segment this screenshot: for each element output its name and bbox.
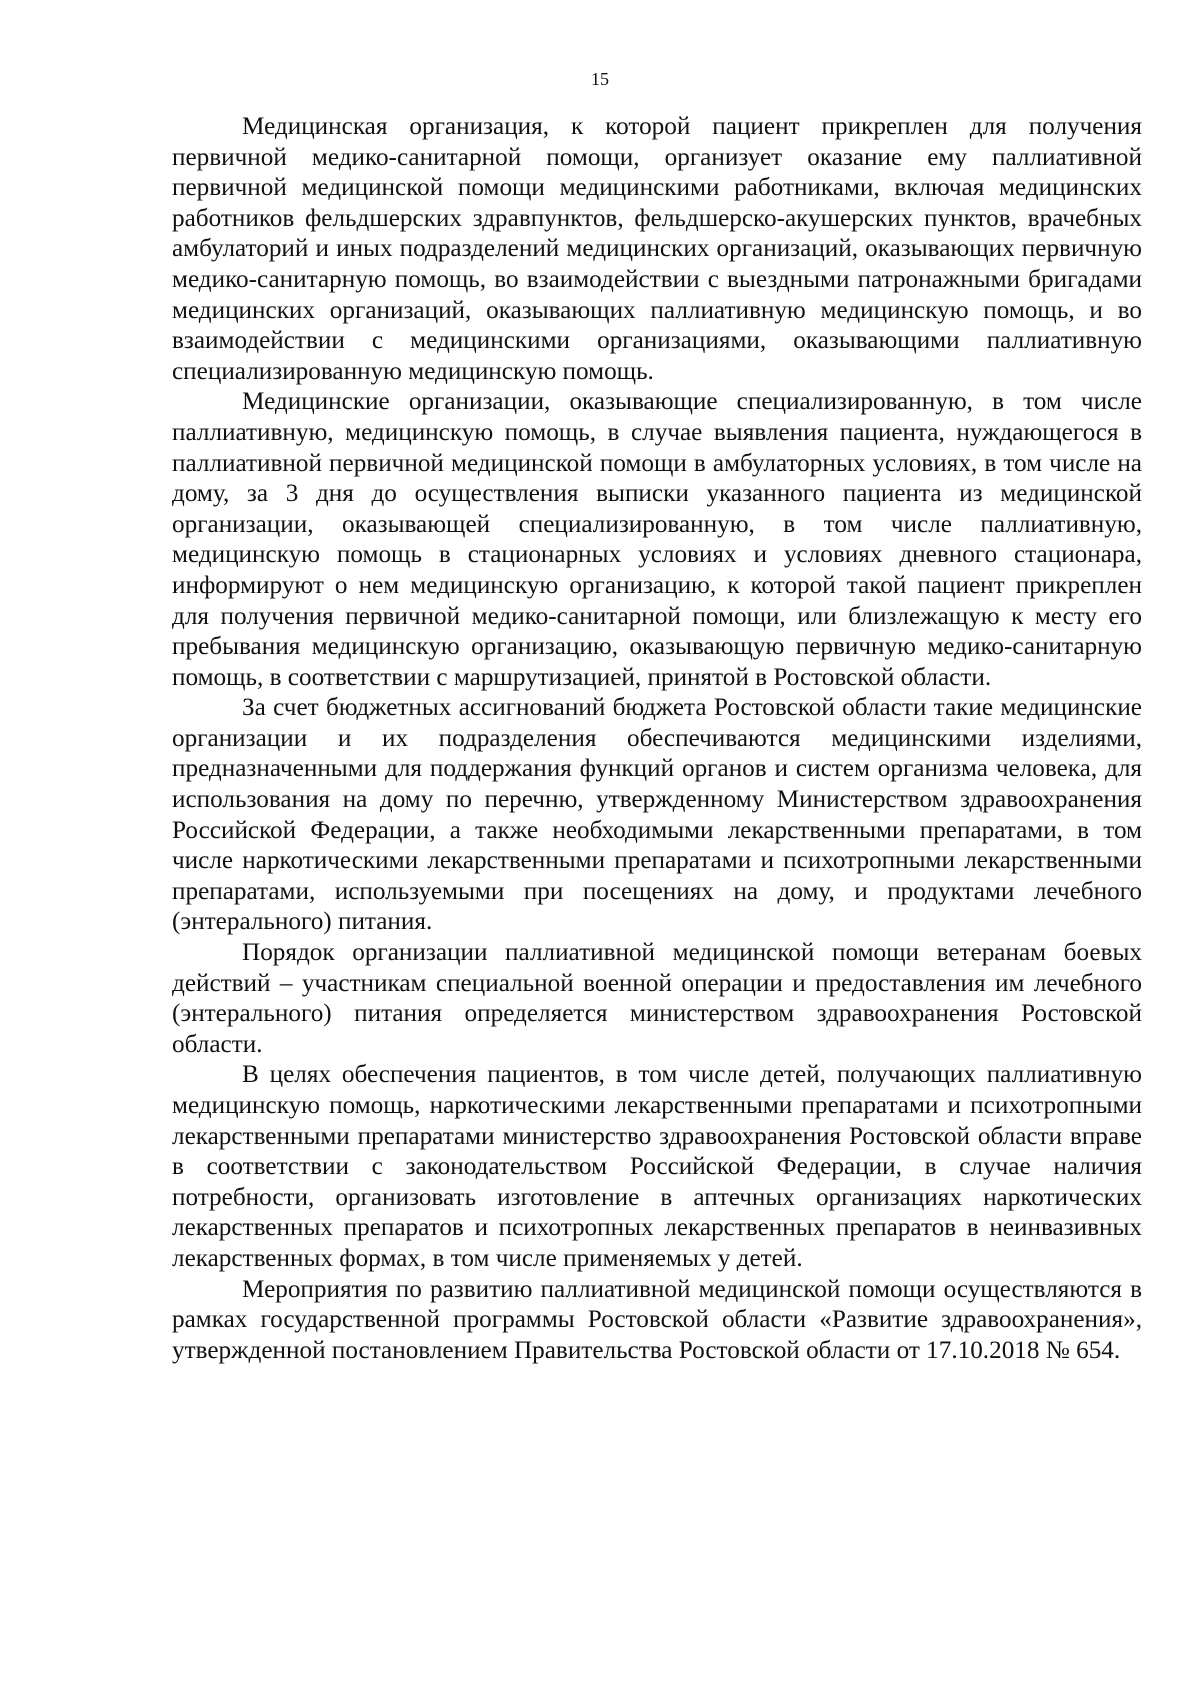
paragraph-state-program: Мероприятия по развитию паллиативной медицинской помощи осуществляются в рамках государственной программы Ростовской области «Развитие здравоохранения», утвержденной постановлением Правительства Ростовской области от 17.10.2018 № 654.	[172, 1275, 1142, 1364]
paragraph-veterans-care: Порядок организации паллиативной медицинской помощи ветеранам боевых действий – участникам специальной военной операции и предоставления им лечебного (энтерального) питания определяется министерством здравоохранения Ростовской области.	[172, 939, 1142, 1058]
paragraph-budget-funding: За счет бюджетных ассигнований бюджета Ростовской области такие медицинские организации и их подразделения обеспечиваются медицинскими изделиями, предназначенными для поддержания функций органов и систем организма человека, для использования на дому по перечню, утвержденному Министерством здравоохранения Российской Федерации, а также необходимыми лекарственными препаратами, в том числе наркотическими лекарственными препаратами и психотропными лекарственными препаратами, используемыми при посещениях на дому, и продуктами лечебного (энтерального) питания.	[172, 694, 1142, 936]
document-body	[172, 112, 1142, 1366]
page-number: 15	[591, 69, 609, 89]
paragraph-specialized-organizations: Медицинские организации, оказывающие специализированную, в том числе паллиативную, медицинскую помощь, в случае выявления пациента, нуждающегося в паллиативной первичной медицинской помощи в амбулаторных условиях, в том числе на дому, за 3 дня до осуществления выписки указанного пациента из медицинской организации, оказывающей специализированную, в том числе паллиативную, медицинскую помощь в стационарных условиях и условиях дневного стационара, информируют о нем медицинскую организацию, к которой такой пациент прикреплен для получения первичной медико-санитарной помощи, или близлежащую к месту его пребывания медицинскую организацию, оказывающую первичную медико-санитарную помощь, в соответствии с маршрутизацией, принятой в Ростовской области.	[172, 388, 1142, 691]
paragraph-narcotic-drugs: В целях обеспечения пациентов, в том числе детей, получающих паллиативную медицинскую помощь, наркотическими лекарственными препаратами и психотропными лекарственными препаратами министерство здравоохранения Ростовской области вправе в соответствии с законодательством Российской Федерации, в случае наличия потребности, организовать изготовление в аптечных организациях наркотических лекарственных препаратов и психотропных лекарственных препаратов в неинвазивных лекарственных формах, в том числе применяемых у детей.	[172, 1061, 1142, 1272]
paragraph-palliative-primary-care: Медицинская организация, к которой пациент прикреплен для получения первичной медико-санитарной помощи, организует оказание ему паллиативной первичной медицинской помощи медицинскими работниками, включая медицинских работников фельдшерских здравпунктов, фельдшерско-акушерских пунктов, врачебных амбулаторий и иных подразделений медицинских организаций, оказывающих первичную медико-санитарную помощь, во взаимодействии с выездными патронажными бригадами медицинских организаций, оказывающих паллиативную медицинскую помощь, и во взаимодействии с медицинскими организациями, оказывающими паллиативную специализированную медицинскую помощь.	[172, 113, 1142, 385]
